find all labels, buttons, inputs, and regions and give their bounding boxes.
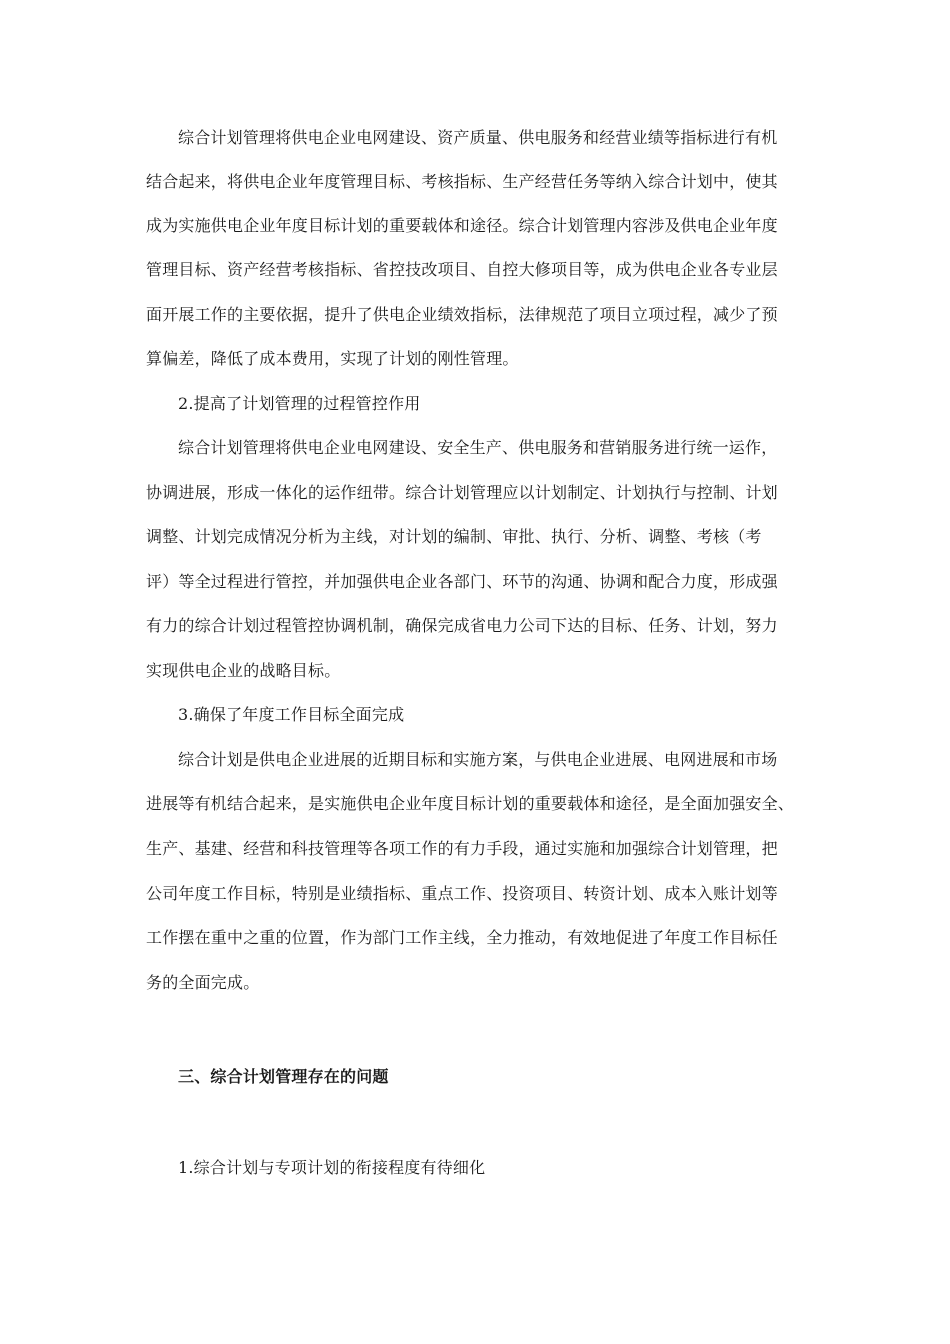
paragraph-line: 算偏差，降低了成本费用，实现了计划的刚性管理。 — [146, 349, 519, 368]
paragraph-line: 协调进展，形成一体化的运作纽带。综合计划管理应以计划制定、计划执行与控制、计划 — [146, 483, 778, 502]
paragraph-line: 结合起来，将供电企业年度管理目标、考核指标、生产经营任务等纳入综合计划中，使其 — [146, 172, 778, 191]
paragraph-line: 综合计划管理将供电企业电网建设、安全生产、供电服务和营销服务进行统一运作， — [178, 438, 778, 457]
paragraph-line: 调整、计划完成情况分析为主线，对计划的编制、审批、执行、分析、调整、考核（考 — [146, 527, 762, 546]
paragraph-line: 面开展工作的主要依据，提升了供电企业绩效指标，法律规范了项目立项过程，减少了预 — [146, 305, 778, 324]
paragraph-line: 成为实施供电企业年度目标计划的重要载体和途径。综合计划管理内容涉及供电企业年度 — [146, 216, 778, 235]
paragraph-line: 综合计划管理将供电企业电网建设、资产质量、供电服务和经营业绩等指标进行有机 — [178, 128, 778, 147]
paragraph-line: 务的全面完成。 — [146, 973, 260, 992]
paragraph-line: 实现供电企业的战略目标。 — [146, 661, 341, 680]
paragraph-line: 进展等有机结合起来，是实施供电企业年度目标计划的重要载体和途径，是全面加强安全、 — [146, 794, 795, 813]
paragraph-line: 管理目标、资产经营考核指标、省控技改项目、自控大修项目等，成为供电企业各专业层 — [146, 260, 778, 279]
paragraph-line: 有力的综合计划过程管控协调机制，确保完成省电力公司下达的目标、任务、计划，努力 — [146, 616, 778, 635]
paragraph-line: 评）等全过程进行管控，并加强供电企业各部门、环节的沟通、协调和配合力度，形成强 — [146, 572, 778, 591]
paragraph-line: 工作摆在重中之重的位置，作为部门工作主线，全力推动，有效地促进了年度工作目标任 — [146, 928, 778, 947]
subheading-3: 3.确保了年度工作目标全面完成 — [178, 705, 405, 724]
paragraph-line: 综合计划是供电企业进展的近期目标和实施方案，与供电企业进展、电网进展和市场 — [178, 750, 778, 769]
subheading-4: 1.综合计划与专项计划的衔接程度有待细化 — [178, 1158, 486, 1177]
section-heading: 三、综合计划管理存在的问题 — [178, 1067, 389, 1086]
paragraph-line: 生产、基建、经营和科技管理等各项工作的有力手段，通过实施和加强综合计划管理，把 — [146, 839, 778, 858]
subheading-2: 2.提高了计划管理的过程管控作用 — [178, 394, 421, 413]
paragraph-line: 公司年度工作目标，特别是业绩指标、重点工作、投资项目、转资计划、成本入账计划等 — [146, 884, 778, 903]
